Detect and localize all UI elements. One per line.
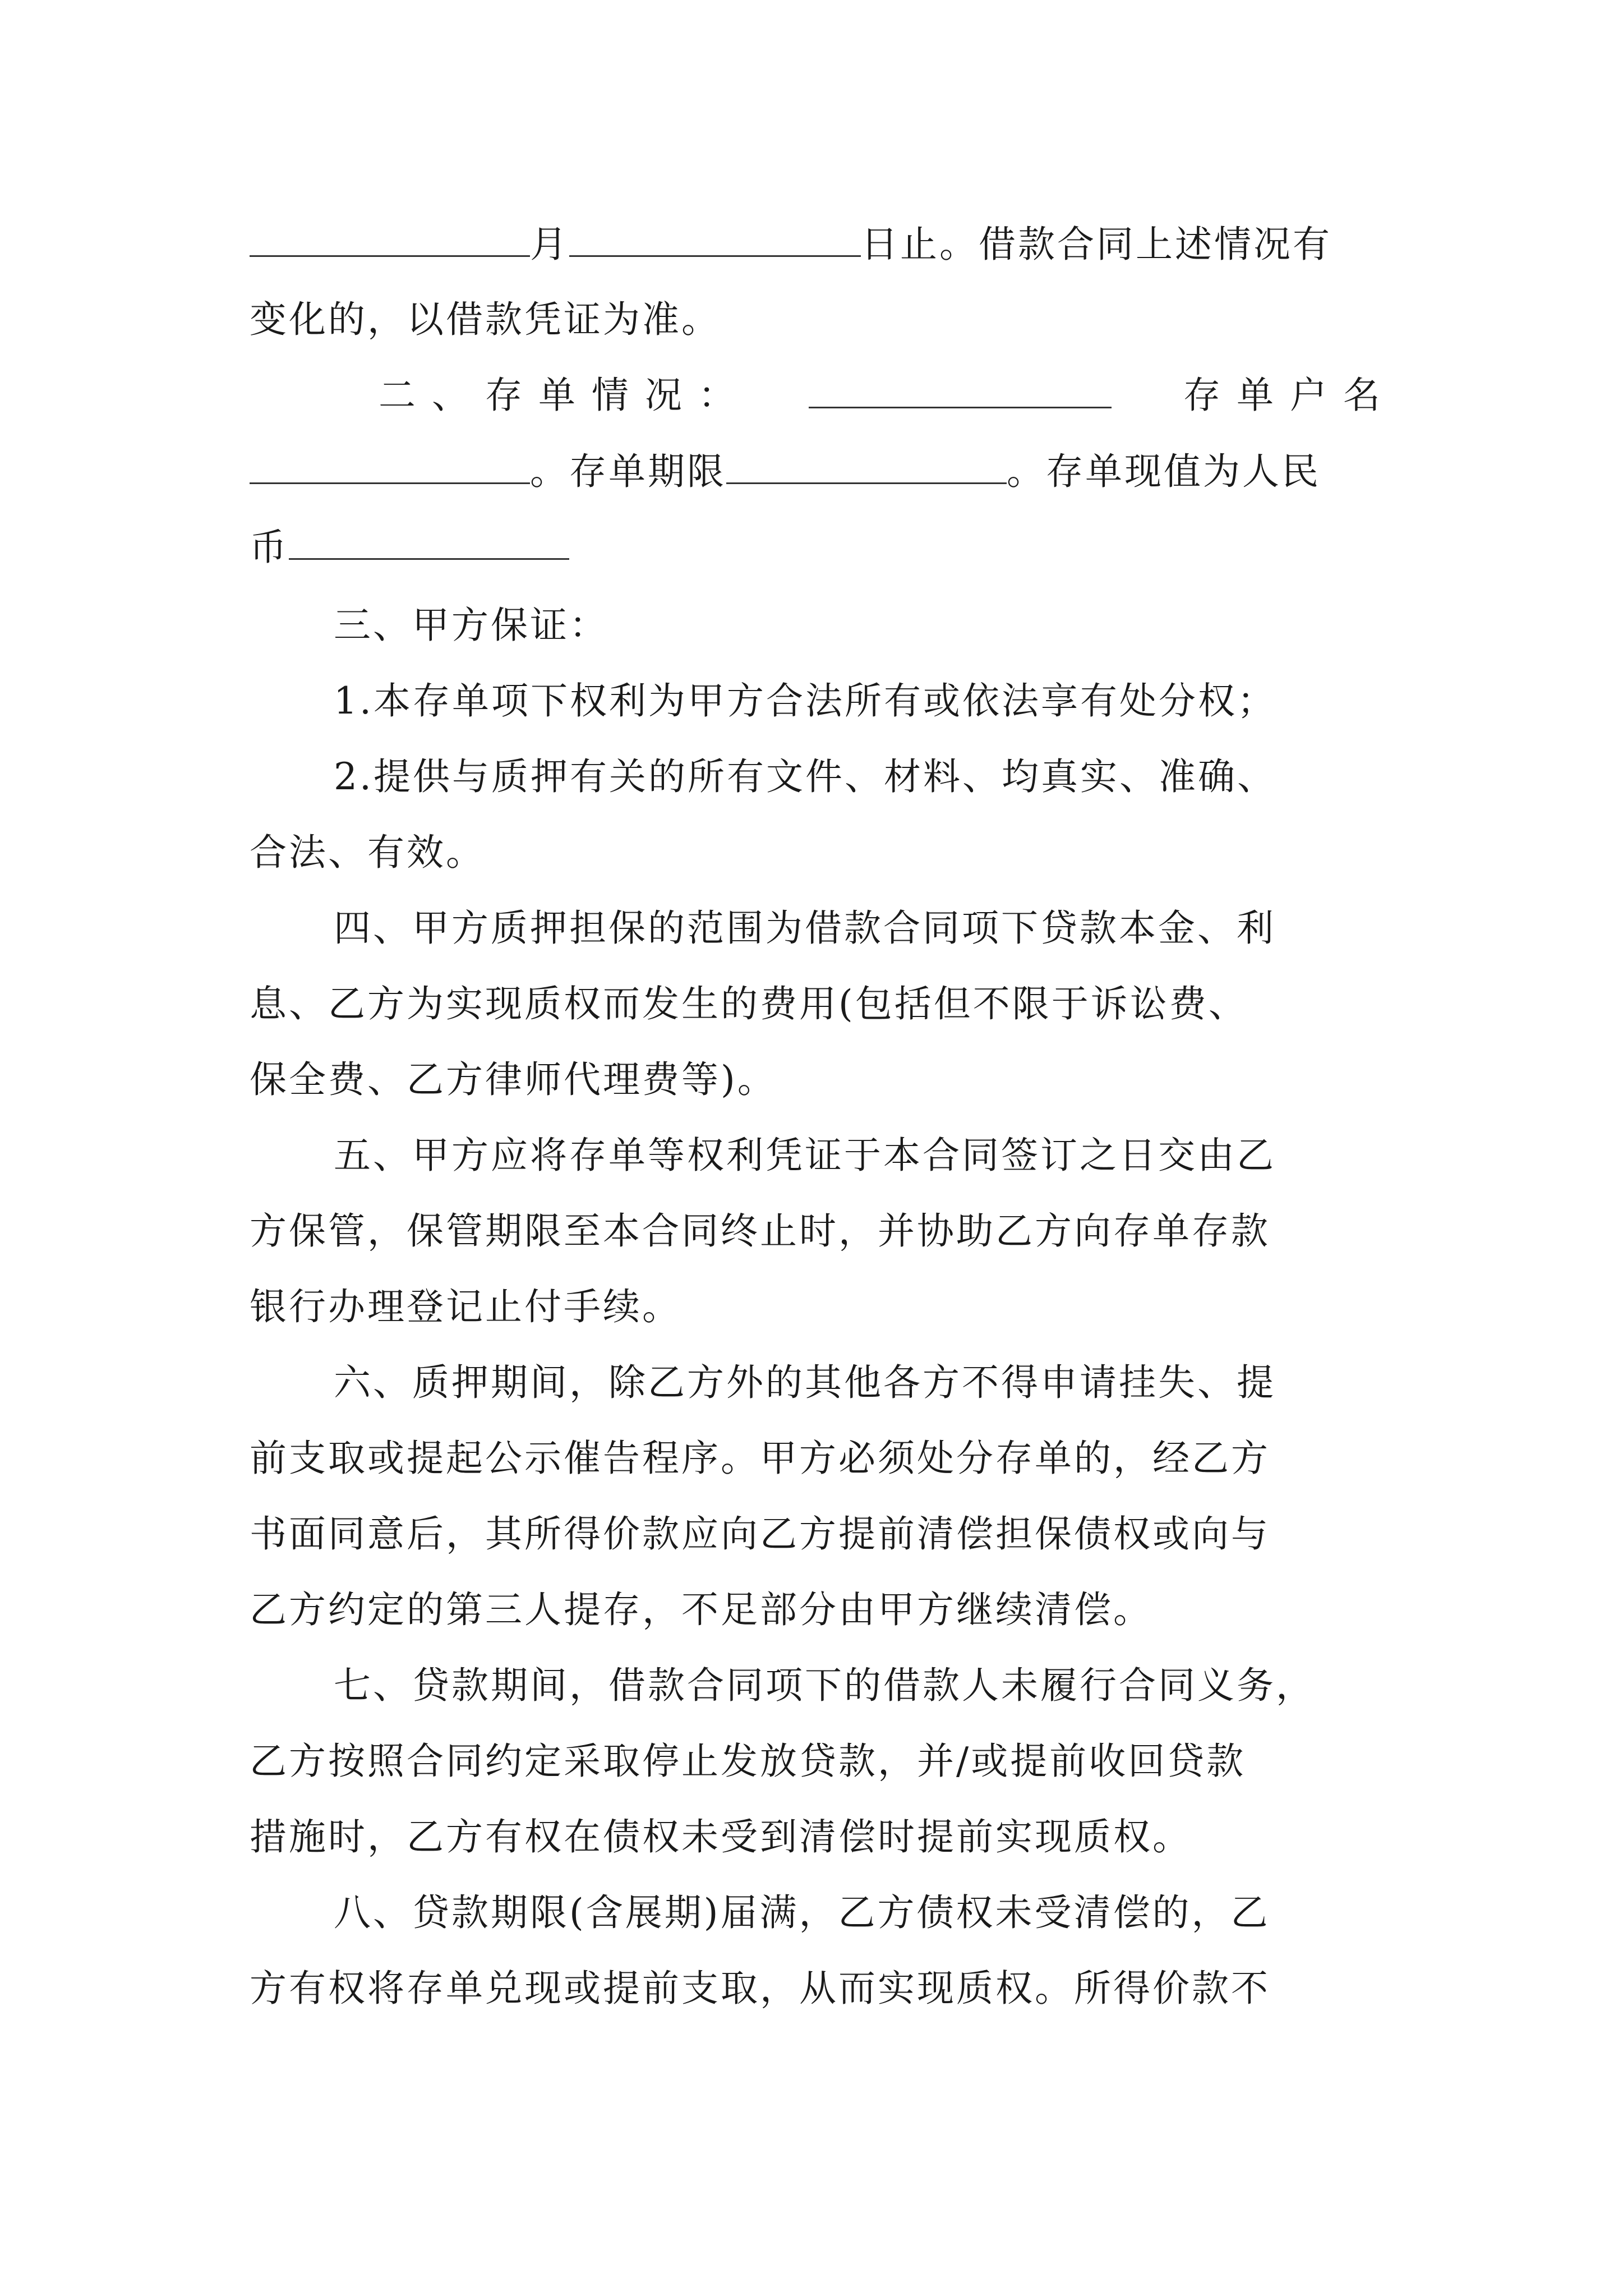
text-segment: 五、甲方应将存单等权利凭证于本合同签订之日交由乙 xyxy=(334,1134,1276,1177)
text-segment: 六、质押期间，除乙方外的其他各方不得申请挂失、提 xyxy=(334,1361,1276,1404)
text-segment: 变化的，以借款凭证为准。 xyxy=(250,298,721,341)
text-segment: 日止。借款合同上述情况有 xyxy=(861,223,1332,266)
text-segment: 合法、有效。 xyxy=(250,831,485,874)
line-20 xyxy=(250,1658,1382,1714)
line-12 xyxy=(250,1052,1382,1108)
blank-field[interactable] xyxy=(809,367,1112,408)
line-14 xyxy=(250,1203,1382,1259)
text-segment: 。存单现值为人民 xyxy=(1007,450,1321,493)
text-segment: 方有权将存单兑现或提前支取，从而实现质权。所得价款不 xyxy=(250,1967,1270,2010)
text-segment: 乙方约定的第三人提存，不足部分由甲方继续清偿。 xyxy=(250,1588,1152,1631)
section-heading: 二 、 存 单 情 况 ： xyxy=(379,374,737,417)
text-segment: 2.提供与质押有关的所有文件、材料、均真实、准确、 xyxy=(334,755,1276,798)
line-6 xyxy=(250,597,1382,654)
blank-field[interactable] xyxy=(569,216,861,257)
text-segment: 月 xyxy=(530,223,569,266)
line-24 xyxy=(250,1961,1382,2017)
line-16 xyxy=(250,1355,1382,1411)
line-15 xyxy=(250,1279,1382,1335)
text-segment: 方保管，保管期限至本合同终止时，并协助乙方向存单存款 xyxy=(250,1209,1270,1253)
text-segment: 保全费、乙方律师代理费等)。 xyxy=(250,1058,777,1101)
line-10 xyxy=(250,900,1382,956)
text-segment: 书面同意后，其所得价款应向乙方提前清偿担保债权或向与 xyxy=(250,1512,1270,1556)
line-17 xyxy=(250,1430,1382,1487)
blank-field[interactable] xyxy=(250,216,530,257)
line-22 xyxy=(250,1809,1382,1865)
blank-field[interactable] xyxy=(250,443,530,484)
line-13 xyxy=(250,1128,1382,1184)
text-segment: 。存单期限 xyxy=(530,450,726,493)
text-segment: 七、贷款期间，借款合同项下的借款人未履行合同义务， xyxy=(334,1664,1315,1707)
text-segment: 八、贷款期限(含展期)届满，乙方债权未受清偿的，乙 xyxy=(334,1891,1270,1934)
line-19 xyxy=(250,1582,1382,1638)
text-segment: 1.本存单项下权利为甲方合法所有或依法享有处分权； xyxy=(334,679,1276,723)
line-21 xyxy=(250,1733,1382,1789)
line-5 xyxy=(250,519,1382,575)
section-heading: 三、甲方保证： xyxy=(334,604,608,647)
text-segment: 前支取或提起公示催告程序。甲方必须处分存单的，经乙方 xyxy=(250,1437,1270,1480)
text-segment: 措施时，乙方有权在债权未受到清偿时提前实现质权。 xyxy=(250,1815,1192,1858)
text-segment: 息、乙方为实现质权而发生的费用(包括但不限于诉讼费、 xyxy=(250,982,1248,1025)
text-segment: 存 单 户 名 xyxy=(1183,374,1382,417)
line-11 xyxy=(250,976,1382,1032)
line-8 xyxy=(250,749,1382,805)
text-segment: 乙方按照合同约定采取停止发放贷款，并/或提前收回贷款 xyxy=(250,1740,1246,1783)
line-7 xyxy=(250,673,1382,729)
line-18 xyxy=(250,1506,1382,1562)
blank-field[interactable] xyxy=(289,519,569,560)
text-segment: 银行办理登记止付手续。 xyxy=(250,1285,681,1328)
text-segment: 四、甲方质押担保的范围为借款合同项下贷款本金、利 xyxy=(334,907,1276,950)
blank-field[interactable] xyxy=(726,443,1007,484)
line-23 xyxy=(250,1885,1382,1941)
line-1 xyxy=(250,216,1382,272)
line-3 xyxy=(250,367,1382,424)
line-2 xyxy=(250,292,1382,348)
line-4 xyxy=(250,443,1382,499)
text-segment: 币 xyxy=(250,526,289,569)
line-9 xyxy=(250,825,1382,881)
